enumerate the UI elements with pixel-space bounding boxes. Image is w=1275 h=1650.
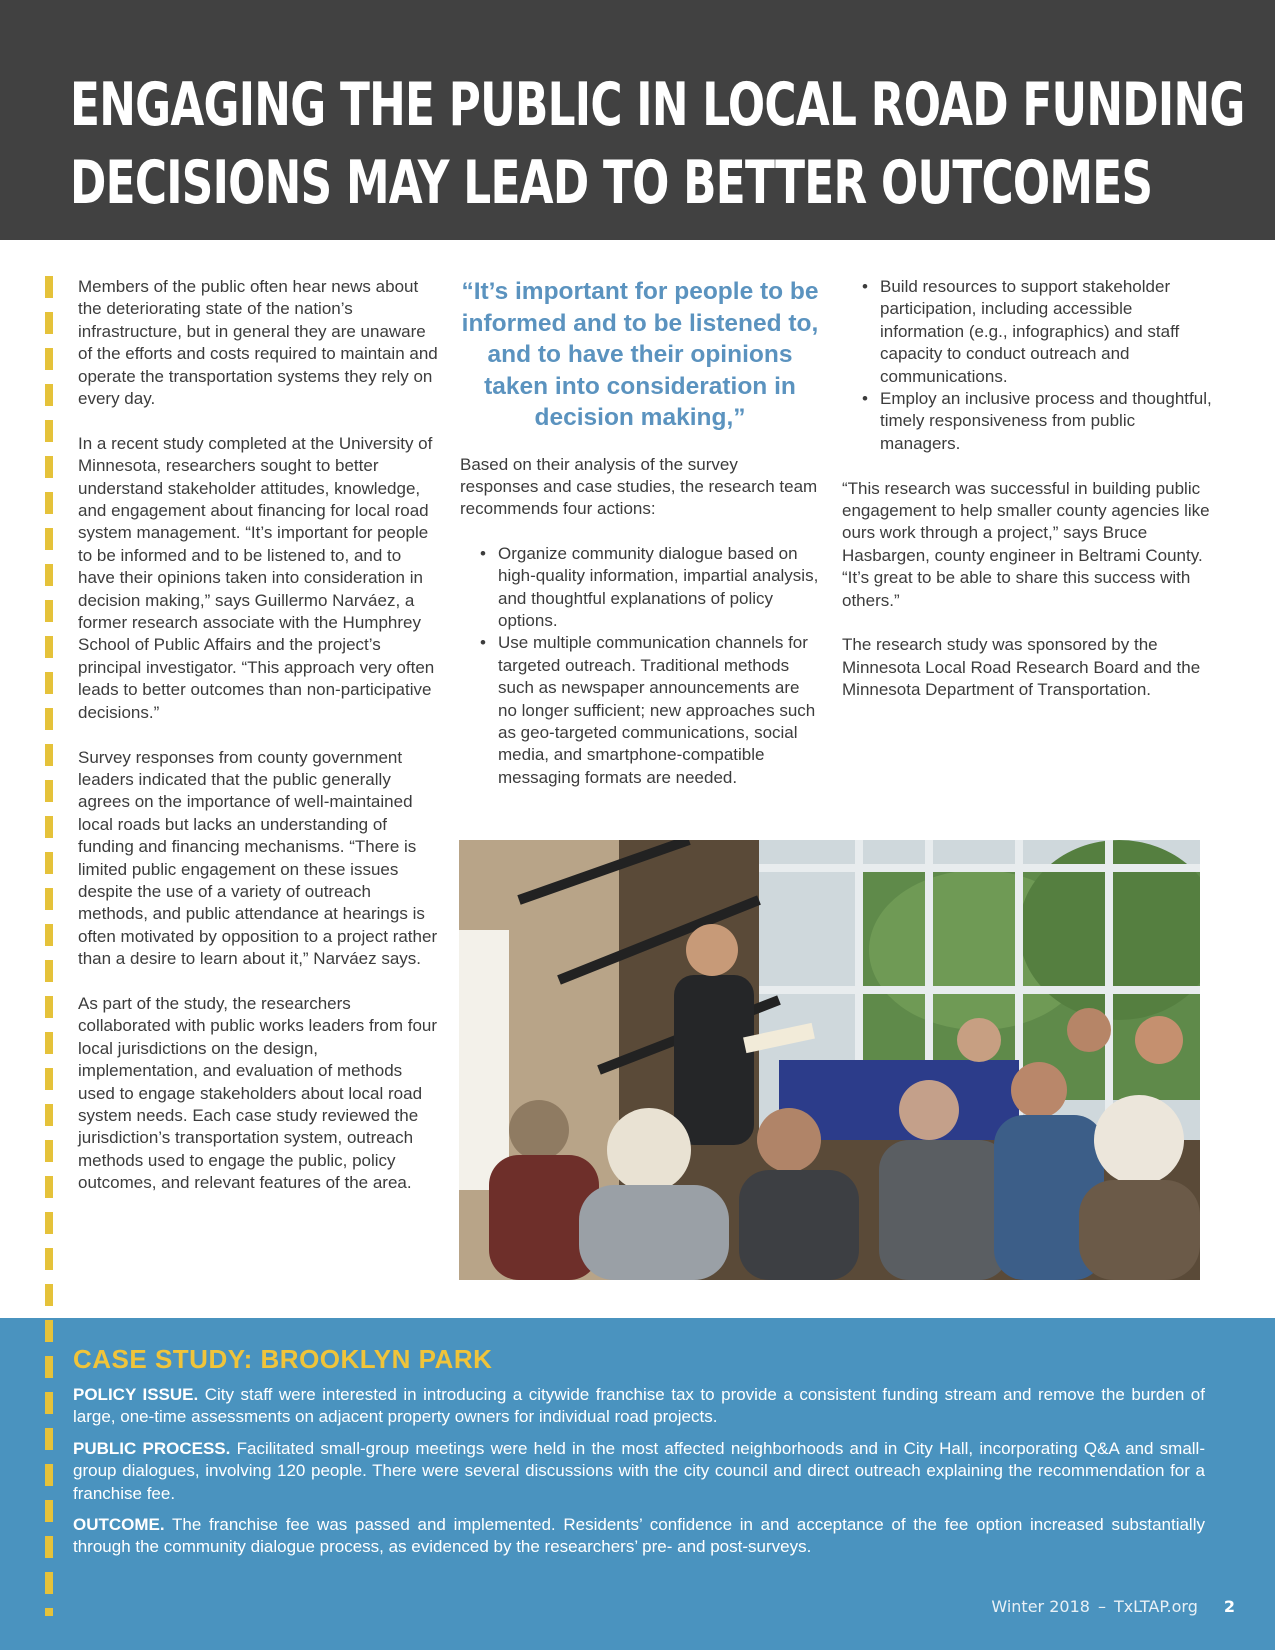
issue-date: Winter 2018 [991,1597,1090,1616]
column-middle [460,276,820,789]
list-item: • Organize community dialogue based on high-quality information, impartial analysis, and thoughtful explanations of policy options. [460,543,820,633]
case-outcome [73,1514,1205,1559]
decorative-dashed-line [45,276,53,1616]
paragraph: The research study was sponsored by the Minnesota Local Road Research Board and the Minnesota Department of Transportation. [842,635,1201,700]
paragraph: Based on their analysis of the survey responses and case studies, the research team recommends four actions: [460,454,818,519]
policy-issue-text: City staff were interested in introducing a citywide franchise tax to provide a consistent funding stream and remove the burden of large, one-time assessments on adjacent property owners for individual road projects. [73,1385,1205,1427]
paragraph: Survey responses from county government leaders indicated that the public generally agrees on the importance of well-maintained local roads but lacks an understanding of funding and financing mechanisms. “There is limited public engagement on these issues despite the use of a variety of outreach methods, and public attendance at hearings is often motivated by opposition to a project rather than a desire to learn about it,” Narváez says. [78,747,438,969]
paragraph: Members of the public often hear news about the deteriorating state of the nation’s infrastructure, but in general they are unaware of the efforts and costs required to maintain and operate the transportation systems they rely on every day. [78,277,438,409]
column-left [78,276,438,1217]
case-policy-issue [73,1384,1205,1429]
title-line-2: DECISIONS MAY LEAD TO BETTER OUTCOMES [70,148,1153,218]
public-process-text: Facilitated small-group meetings were held in the most affected neighborhoods and in City Hall, incorporating Q&A and small-group dialogues, involving 120 people. There were several discussions with the city council and direct outreach explaining the recommendation for a franchise fee. [73,1439,1205,1503]
footer-separator: – [1097,1597,1106,1616]
header-banner [0,0,1275,240]
column-right [842,276,1212,724]
outcome-text: The franchise fee was passed and implemented. Residents’ confidence in and acceptance of the fee option increased substantially through the community dialogue process, as evidenced by the researchers’ pre- and post-surveys. [73,1515,1205,1557]
case-study-title: CASE STUDY: BROOKLYN PARK [73,1344,493,1374]
list-item: • Build resources to support stakeholder participation, including accessible information (e.g., infographics) and staff capacity to conduct outreach and communications. [842,276,1212,388]
case-public-process [73,1438,1205,1505]
policy-issue-label: POLICY ISSUE. [73,1385,199,1404]
paragraph: In a recent study completed at the University of Minnesota, researchers sought to better understand stakeholder attitudes, knowledge, and engagement about financing for local road system management. “It’s important for people to be informed and to be listened to, and to have their opinions taken into consideration in decision making,” says Guillermo Narváez, a former research associate with the Humphrey School of Public Affairs and the project’s principal investigator. “This approach very often leads to better outcomes than non-participative decisions.” [78,433,435,722]
list-item: • Use multiple communication channels for targeted outreach. Traditional methods such as newspaper announcements are no longer sufficient; new approaches such as geo-targeted communications, social media, and smartphone-compatible messaging formats are needed. [460,632,820,789]
recommendation-list [460,543,820,789]
page-number: 2 [1223,1597,1235,1616]
meeting-photo-illustration [459,840,1200,1280]
public-process-label: PUBLIC PROCESS. [73,1439,231,1458]
list-item: • Employ an inclusive process and thoughtful, timely responsiveness from public managers. [842,388,1212,455]
page-footer [991,1597,1235,1616]
paragraph: As part of the study, the researchers collaborated with public works leaders from four local jurisdictions on the design, implementation, and evaluation of methods used to engage stakeholders about local road system needs. Each case study reviewed the jurisdiction’s transportation system, outreach methods used to engage the public, policy outcomes, and relevant features of the area. [78,993,438,1193]
title-line-1: ENGAGING THE PUBLIC IN LOCAL ROAD FUNDING [70,70,1245,140]
pull-quote: “It’s important for people to be informed and to be listened to, and to have their opinions taken into consideration in decision making,” [461,278,819,431]
meeting-photo [459,840,1200,1280]
site-name: TxLTAP.org [1113,1597,1198,1616]
recommendation-list-continued [842,276,1212,455]
page-title [70,66,1245,222]
outcome-label: OUTCOME. [73,1515,165,1534]
paragraph: “This research was successful in building public engagement to help smaller county agencies like ours work through a project,” says Bruce Hasbargen, county engineer in Beltrami County. “It’s great to be able to share this success with others.” [842,478,1210,610]
